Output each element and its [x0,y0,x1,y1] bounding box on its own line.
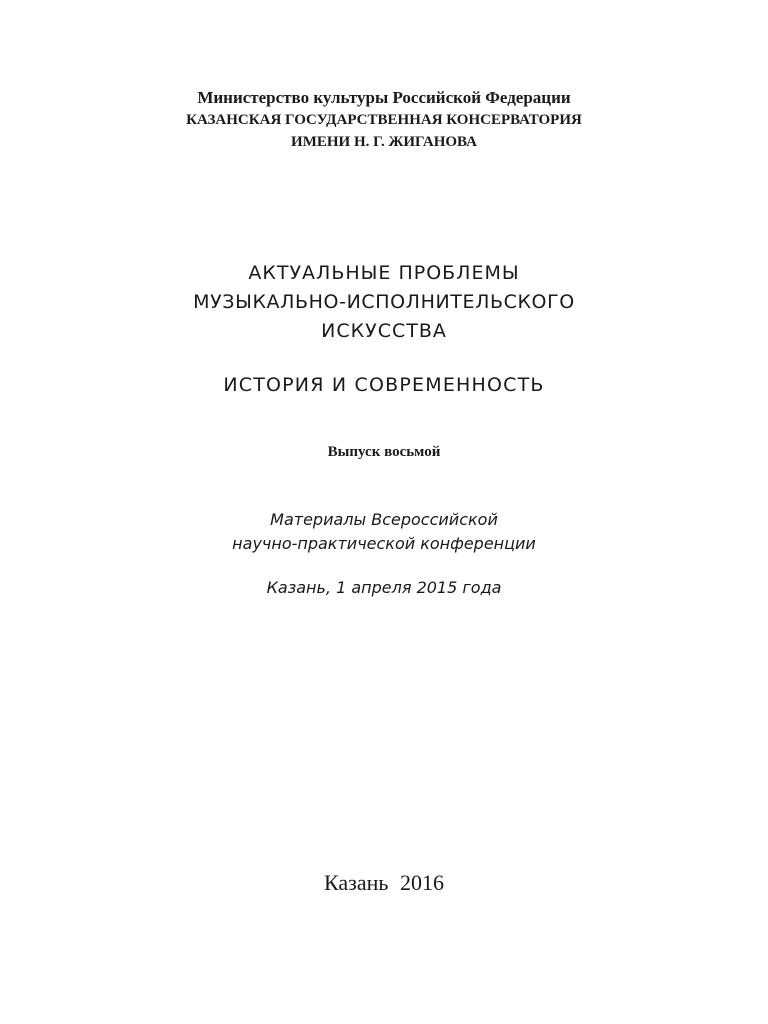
publication-city-year: Казань 2016 [324,870,444,895]
subtitle: ИСТОРИЯ И СОВРЕМЕННОСТЬ [223,374,545,396]
conference-materials-line-2: научно-практической конференции [232,534,536,553]
title-line-1: АКТУАЛЬНЫЕ ПРОБЛЕМЫ [248,262,520,284]
ministry-name: Министерство культуры Российской Федерации [197,88,571,107]
named-after: ИМЕНИ Н. Г. ЖИГАНОВА [291,134,477,150]
conference-date: Казань, 1 апреля 2015 года [266,578,502,597]
conference-materials-line-1: Материалы Всероссийской [270,510,498,529]
issue-number: Выпуск восьмой [327,444,441,460]
title-line-2: МУЗЫКАЛЬНО-ИСПОЛНИТЕЛЬСКОГО [193,291,575,313]
conservatory-name: КАЗАНСКАЯ ГОСУДАРСТВЕННАЯ КОНСЕРВАТОРИЯ [186,112,582,128]
title-line-3: ИСКУССТВА [321,320,447,342]
